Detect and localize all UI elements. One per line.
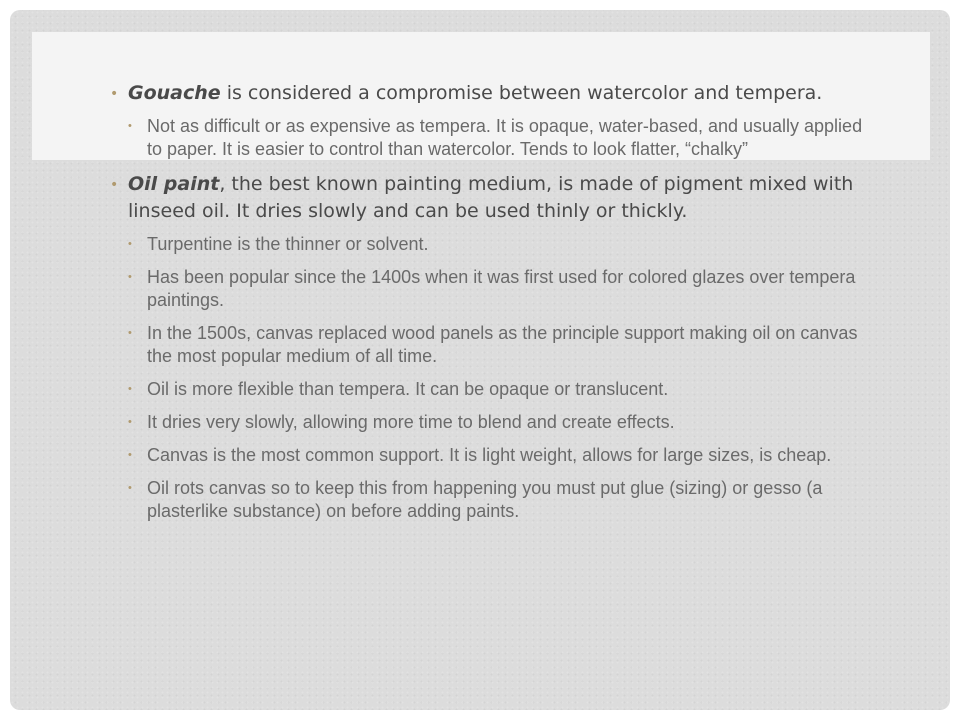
sub-item-text: Not as difficult or as expensive as tempera. It is opaque, water-based, and usually applied to paper. It is easier to control than watercolor. Tends to look flatter, “chalky” [147, 116, 863, 159]
bullet-icon: • [128, 238, 132, 250]
sub-item-text: Has been popular since the 1400s when it was first used for colored glazes over tempera paintings. [147, 267, 856, 310]
bullet-icon: • [128, 482, 132, 494]
bullet-icon: • [128, 120, 132, 132]
bullet-icon: • [128, 383, 132, 395]
sub-item-text: Oil is more flexible than tempera. It can be opaque or translucent. [147, 379, 669, 399]
sub-list-item [128, 266, 870, 312]
sub-list-item [128, 115, 870, 161]
sub-list-item [128, 233, 870, 256]
list-item-oil-paint [110, 171, 870, 523]
sub-list-item [128, 378, 870, 401]
sub-bullet-list [128, 233, 870, 523]
item-text: is considered a compromise between watercolor and tempera. [220, 82, 823, 104]
sub-list-item [128, 411, 870, 434]
sub-bullet-list [128, 115, 870, 161]
term-oil-paint: Oil paint [128, 173, 220, 195]
bullet-icon: • [110, 177, 119, 193]
sub-item-text: It dries very slowly, allowing more time to blend and create effects. [147, 412, 675, 432]
sub-item-text: Oil rots canvas so to keep this from happening you must put glue (sizing) or gesso (a plasterlike substance) on before adding paints. [147, 478, 823, 521]
sub-item-text: In the 1500s, canvas replaced wood panels as the principle support making oil on canvas the most popular medium of all time. [147, 323, 858, 366]
term-gouache: Gouache [128, 82, 221, 104]
slide [10, 10, 950, 710]
bullet-icon: • [128, 327, 132, 339]
sub-item-text: Canvas is the most common support. It is light weight, allows for large sizes, is cheap. [147, 445, 832, 465]
sub-list-item [128, 477, 870, 523]
sub-list-item [128, 322, 870, 368]
bullet-icon: • [128, 449, 132, 461]
bullet-icon: • [110, 86, 119, 102]
sub-item-text: Turpentine is the thinner or solvent. [147, 234, 429, 254]
list-item-gouache [110, 80, 870, 161]
bullet-icon: • [128, 271, 132, 283]
bullet-list [110, 80, 870, 523]
sub-list-item [128, 444, 870, 467]
item-text: , the best known painting medium, is made of pigment mixed with linseed oil. It dries slowly and can be used thinly or thickly. [128, 173, 854, 222]
slide-content [110, 80, 870, 533]
bullet-icon: • [128, 416, 132, 428]
